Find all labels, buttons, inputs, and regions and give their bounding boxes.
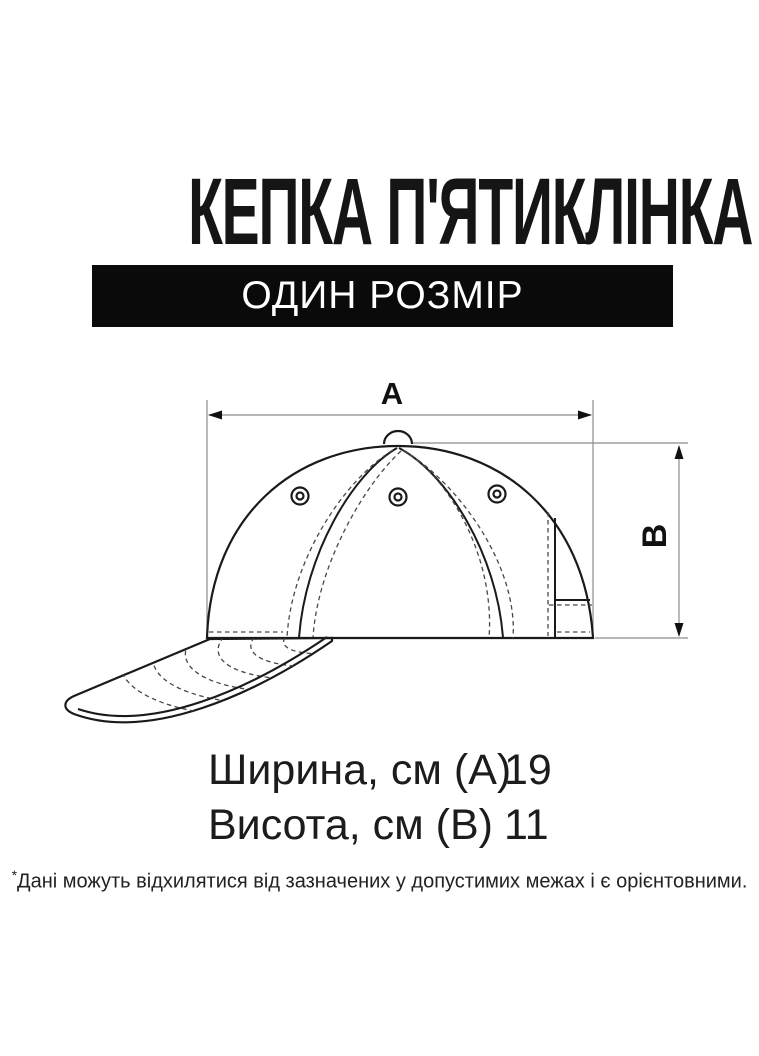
measure-row-height-value: 11: [504, 801, 549, 850]
product-title-text: КЕПКА П'ЯТИКЛІНКА: [188, 159, 753, 265]
size-banner-label: ОДИН РОЗМІР: [241, 274, 524, 317]
measurements-table: [208, 748, 552, 848]
size-banner: [92, 265, 673, 327]
footnote-text: Дані можуть відхилятися від зазначених у допустимих межах і є орієнтовними.: [17, 870, 748, 893]
measure-row-width-value: 19: [504, 746, 552, 794]
cap-diagram: [0, 370, 759, 738]
cap-crown: [207, 431, 593, 638]
product-title: [0, 159, 759, 265]
arrow-up-icon: [675, 445, 684, 459]
dimension-label-a: A: [380, 376, 404, 411]
cap-button-icon: [384, 431, 412, 444]
arrow-right-icon: [578, 411, 592, 420]
measure-row-height-label: Висота, см (В): [208, 801, 494, 850]
footnote: [0, 867, 759, 894]
footnote-marker: *: [11, 867, 18, 883]
arrow-down-icon: [675, 623, 684, 637]
measure-row-width-label: Ширина, см (А): [208, 746, 512, 794]
arrow-left-icon: [208, 411, 222, 420]
dimension-label-b: B: [636, 523, 674, 549]
